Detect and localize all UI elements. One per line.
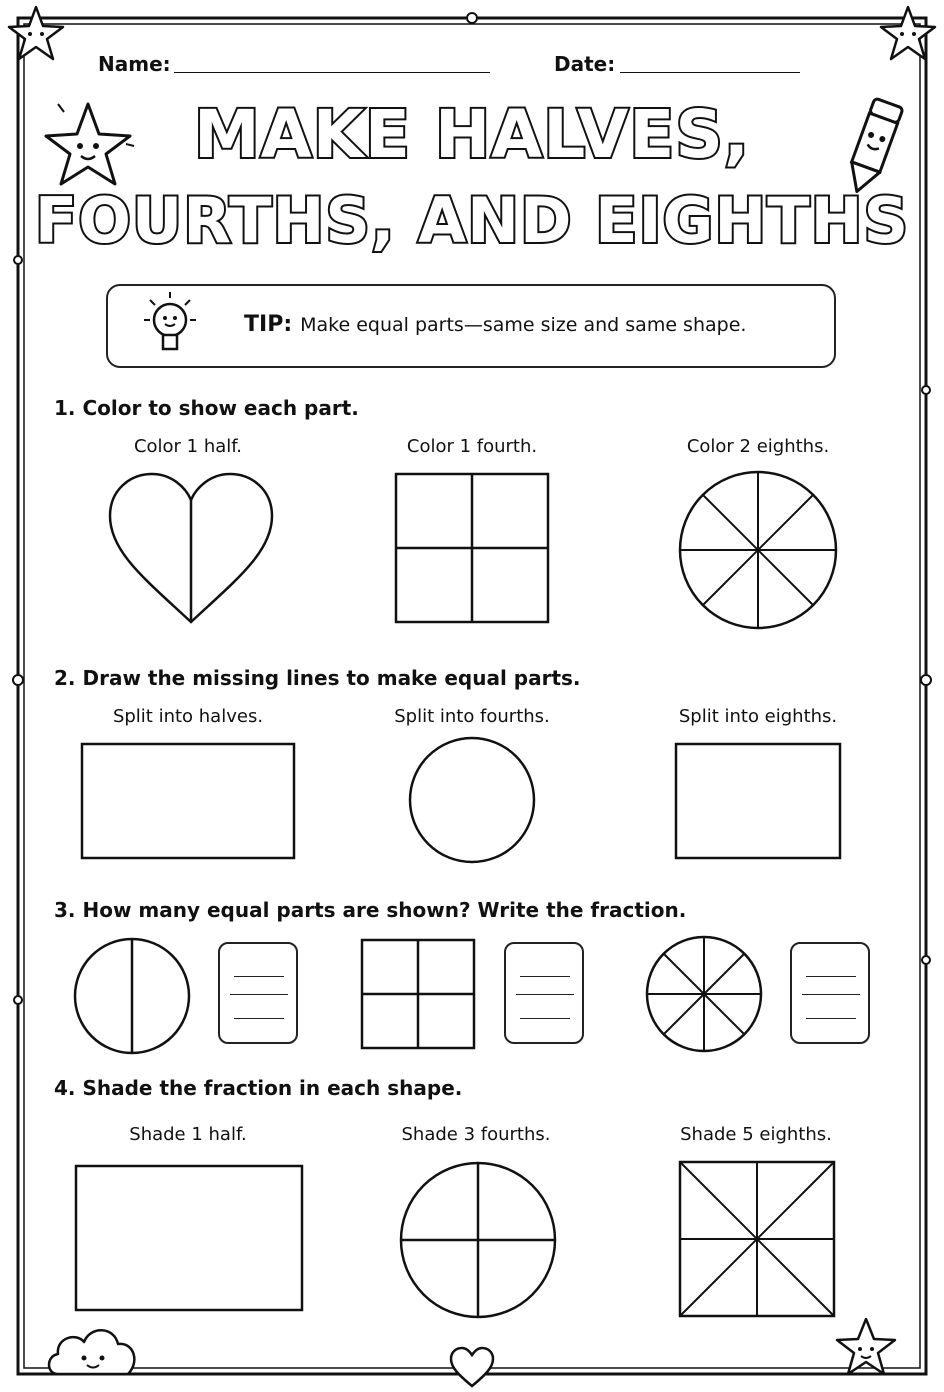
section-2-label-1: Split into halves. bbox=[112, 706, 264, 727]
page-title-line2: FOURTHS, AND EIGHTHS bbox=[34, 184, 910, 257]
section-2-label-2: Split into fourths. bbox=[394, 706, 550, 727]
section-1-label-2: Color 1 fourth. bbox=[406, 436, 538, 457]
section-1-heading: 1. Color to show each part. bbox=[54, 396, 359, 420]
fraction-bar bbox=[516, 994, 574, 995]
section-4-label-3: Shade 5 eighths. bbox=[680, 1124, 832, 1145]
lightbulb-face-icon bbox=[130, 286, 210, 366]
cloud-face-icon bbox=[44, 1318, 144, 1388]
square-fourths-shape[interactable] bbox=[394, 472, 550, 624]
circle-fourths-shape[interactable] bbox=[398, 1160, 558, 1320]
date-line[interactable] bbox=[620, 72, 800, 73]
tip-label: TIP: bbox=[244, 312, 293, 337]
circle-blank-shape[interactable] bbox=[408, 736, 536, 864]
rectangle-blank-shape[interactable] bbox=[74, 1164, 304, 1312]
star-face-icon bbox=[834, 1316, 898, 1380]
section-4-label-2: Shade 3 fourths. bbox=[401, 1124, 551, 1145]
circle-eighths-shape[interactable] bbox=[678, 470, 838, 630]
section-2-heading: 2. Draw the missing lines to make equal parts. bbox=[54, 666, 581, 690]
tip-body: Make equal parts—same size and same shape. bbox=[300, 314, 747, 336]
section-4-label-1: Shade 1 half. bbox=[129, 1124, 247, 1145]
page-title-line1: MAKE HALVES, bbox=[193, 96, 751, 173]
name-line[interactable] bbox=[174, 72, 490, 73]
name-label: Name: bbox=[98, 52, 171, 76]
date-label: Date: bbox=[554, 52, 616, 76]
fraction-answer-box[interactable] bbox=[790, 942, 870, 1044]
denominator-line bbox=[806, 1018, 856, 1019]
numerator-line bbox=[520, 976, 570, 977]
star-face-icon bbox=[6, 4, 66, 64]
heart-icon bbox=[448, 1346, 496, 1390]
fraction-answer-box[interactable] bbox=[504, 942, 584, 1044]
circle-halves-shape bbox=[72, 936, 192, 1056]
square-eighths-shape[interactable] bbox=[678, 1160, 836, 1318]
rectangle-blank-shape[interactable] bbox=[80, 742, 296, 860]
section-1-label-1: Color 1 half. bbox=[133, 436, 243, 457]
square-fourths-shape bbox=[360, 938, 476, 1050]
section-3-heading: 3. How many equal parts are shown? Write the fraction. bbox=[54, 898, 687, 922]
numerator-line bbox=[806, 976, 856, 977]
star-face-icon bbox=[878, 4, 938, 64]
numerator-line bbox=[234, 976, 284, 977]
heart-halves-shape[interactable] bbox=[106, 470, 276, 630]
denominator-line bbox=[234, 1018, 284, 1019]
fraction-bar bbox=[230, 994, 288, 995]
circle-eighths-shape bbox=[644, 934, 764, 1054]
fraction-answer-box[interactable] bbox=[218, 942, 298, 1044]
section-2-label-3: Split into eighths. bbox=[678, 706, 838, 727]
tip-text bbox=[244, 312, 746, 337]
section-1-label-3: Color 2 eighths. bbox=[686, 436, 830, 457]
rectangle-blank-shape[interactable] bbox=[674, 742, 842, 860]
denominator-line bbox=[520, 1018, 570, 1019]
fraction-bar bbox=[802, 994, 860, 995]
section-4-heading: 4. Shade the fraction in each shape. bbox=[54, 1076, 463, 1100]
